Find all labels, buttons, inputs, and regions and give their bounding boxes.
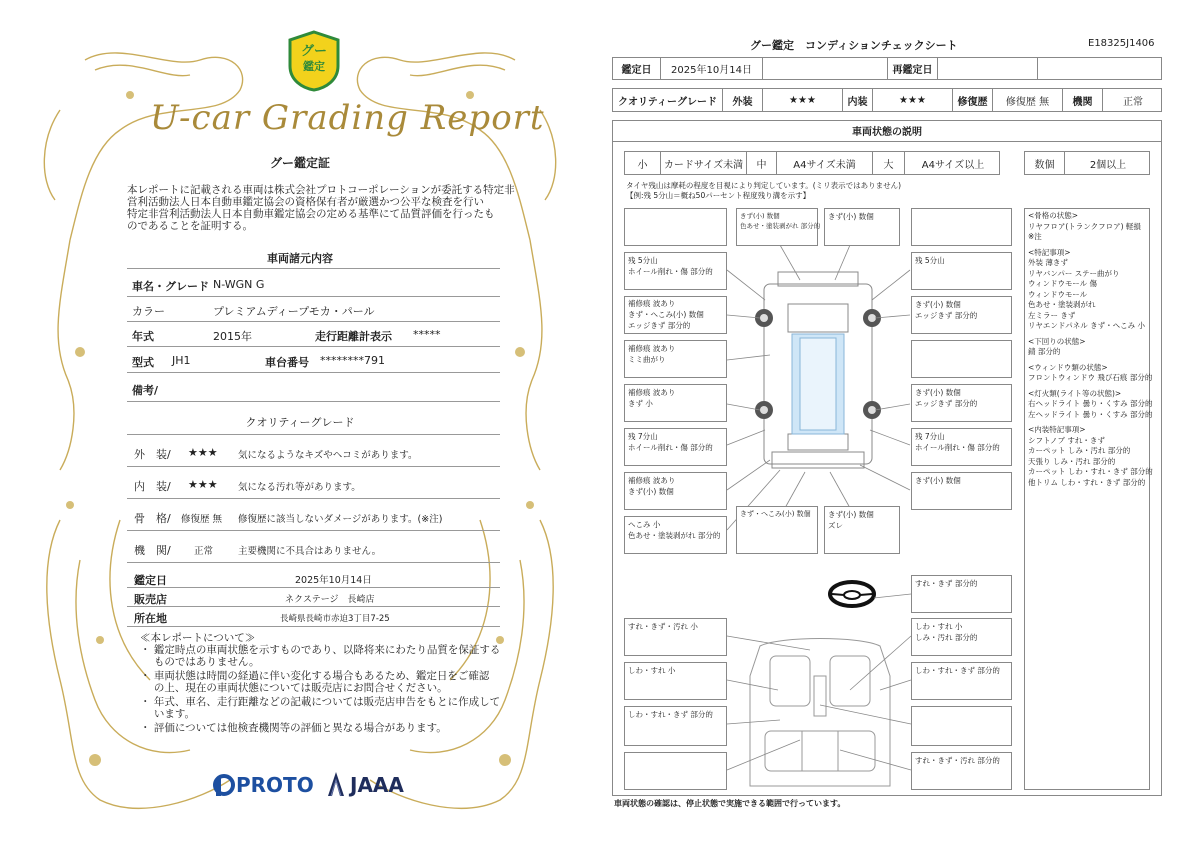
grade-heading: クオリティーグレード bbox=[245, 416, 355, 429]
ext-box-left-5: 残 7分山 ホイール削れ・傷 部分的 bbox=[624, 428, 727, 466]
date-value: 2025年10月14日 bbox=[295, 575, 372, 586]
date-row-value: 2025年10月14日 bbox=[661, 58, 763, 79]
check-item: フロントウィンドウ 飛び石痕 部分的 bbox=[1028, 373, 1153, 382]
divider bbox=[127, 562, 500, 563]
sheet-title: グー鑑定 コンディションチェックシート bbox=[750, 39, 958, 52]
check-item: ウィンドウモール bbox=[1028, 289, 1088, 299]
model-value: JH1 bbox=[172, 354, 191, 367]
notes-label: 備考/ bbox=[132, 384, 159, 397]
check-item: <下回りの状態> bbox=[1028, 336, 1086, 346]
divider bbox=[127, 372, 500, 373]
ext-box-bottom-left: へこみ 小 色あせ・塗装剥がれ 部分的 bbox=[624, 516, 727, 554]
ext-box-right-5: 残 7分山 ホイール削れ・傷 部分的 bbox=[911, 428, 1012, 466]
ext-box-top-mid-1: きず(小) 数個 色あせ・塗装剥がれ 部分的 bbox=[736, 208, 818, 246]
check-item: ウィンドウモール 傷 bbox=[1028, 279, 1097, 288]
divider bbox=[127, 401, 500, 402]
ext-box-left-3: 補修痕 波あり ミミ曲がり bbox=[624, 340, 727, 378]
divider bbox=[127, 434, 500, 435]
check-item: 左ヘッドライト 曇り・くすみ 部分的 bbox=[1028, 409, 1153, 419]
notice-line: ・ 評価については他検査機関等の評価と異なる場合があります。 bbox=[140, 722, 447, 734]
proto-logo-text: PROTO bbox=[236, 773, 314, 797]
doc-id: E18325J1406 bbox=[1088, 38, 1155, 49]
check-item: 色あせ・塗装剥がれ bbox=[1028, 300, 1096, 309]
int-box-left-2: しわ・すれ 小 bbox=[624, 662, 727, 700]
grade-frame-desc: 修復歴に該当しないダメージがあります。(※注) bbox=[238, 514, 443, 525]
int-box-left-4 bbox=[624, 752, 727, 790]
badge-text-top: グー bbox=[300, 44, 327, 59]
size-large-desc: A4サイズ以上 bbox=[921, 159, 985, 171]
check-item: カーペット しわ・すれ・きず 部分的 bbox=[1028, 467, 1153, 476]
ext-box-right-1: 残 5分山 bbox=[911, 252, 1012, 290]
divider bbox=[127, 296, 500, 297]
check-item: ※注 bbox=[1028, 232, 1042, 241]
engine-label: 機関 bbox=[1063, 89, 1103, 111]
chassis-label: 車台番号 bbox=[265, 356, 309, 369]
notice-line: ものではありません。 bbox=[140, 656, 260, 668]
report-script-title: U-car Grading Report bbox=[150, 98, 545, 138]
ext-label: 外装 bbox=[723, 89, 763, 111]
ext-box-bottom-mid-1: きず・へこみ(小) 数個 bbox=[736, 506, 818, 554]
notice-line: ・ 鑑定時点の車両状態を示すものであり、以降将来にわたり品質を保証する bbox=[140, 644, 501, 656]
divider bbox=[127, 268, 500, 269]
check-item: <骨格の状態> bbox=[1028, 211, 1079, 220]
ext-box-left-1: 残 5分山 ホイール削れ・傷 部分的 bbox=[624, 252, 727, 290]
grade-interior-stars: ★★★ bbox=[188, 478, 218, 491]
shop-value: ネクステージ 長崎店 bbox=[285, 595, 375, 605]
divider bbox=[127, 587, 500, 588]
check-item: 錆 部分的 bbox=[1028, 347, 1061, 356]
check-items-panel bbox=[1024, 208, 1153, 790]
year-label: 年式 bbox=[132, 330, 154, 343]
ext-box-right-2: きず(小) 数個 エッジきず 部分的 bbox=[911, 296, 1012, 334]
intro-line: 特定非営利活動法人日本自動車鑑定協会の定める基準にて品質評価を行ったも bbox=[127, 208, 495, 220]
car-name-value: N-WGN G bbox=[213, 278, 265, 291]
check-item: リヤバンパー ステー曲がり bbox=[1028, 268, 1120, 278]
size-medium: 中 bbox=[747, 152, 777, 174]
proto-logo-icon bbox=[212, 772, 236, 798]
check-items-list bbox=[1028, 211, 1153, 488]
notice-line: の上、現在の車両状態については販売店にお問合せください。 bbox=[140, 682, 448, 694]
mileage-label: 走行距離計表示 bbox=[315, 330, 392, 343]
grade-row-label: クオリティーグレード bbox=[613, 89, 723, 111]
date-label: 鑑定日 bbox=[134, 574, 167, 587]
ext-value: ★★★ bbox=[763, 89, 843, 111]
int-box-right-3 bbox=[911, 706, 1012, 746]
cert-title: グー鑑定証 bbox=[269, 156, 330, 170]
chassis-value: ********791 bbox=[320, 354, 385, 367]
check-item: 外装 薄きず bbox=[1028, 258, 1068, 267]
check-item: 天張り しみ・汚れ 部分的 bbox=[1028, 456, 1116, 466]
engine-value: 正常 bbox=[1123, 96, 1143, 108]
check-item: カーペット しみ・汚れ 部分的 bbox=[1028, 446, 1131, 455]
address-value: 長崎県長崎市赤迫3丁目7-25 bbox=[280, 614, 390, 624]
color-label: カラー bbox=[132, 305, 165, 318]
explain-heading: 車両状態の説明 bbox=[612, 120, 1162, 142]
grade-engine-status: 正常 bbox=[194, 546, 214, 557]
notice-line: います。 bbox=[140, 708, 195, 720]
notice-line: ・ 年式、車名、走行距離などの記載については販売店申告をもとに作成して bbox=[140, 696, 501, 708]
ext-box-left-4: 補修痕 波あり きず 小 bbox=[624, 384, 727, 422]
grade-engine-label: 機 関/ bbox=[134, 544, 171, 557]
grade-frame-label: 骨 格/ bbox=[134, 512, 171, 525]
footer-note: 車両状態の確認は、停止状態で実施できる範囲で行っています。 bbox=[614, 799, 846, 808]
year-value: 2015年 bbox=[213, 330, 252, 343]
jaaa-logo-icon bbox=[326, 770, 346, 798]
date-row-label: 鑑定日 bbox=[613, 58, 661, 79]
model-label: 型式 bbox=[132, 356, 154, 369]
divider bbox=[127, 346, 500, 347]
mileage-value: ***** bbox=[413, 328, 441, 341]
size-small: 小 bbox=[625, 152, 661, 174]
repair-value: 修復歴 無 bbox=[993, 89, 1063, 111]
check-item: 他トリム しわ・すれ・きず 部分的 bbox=[1028, 477, 1146, 487]
divider bbox=[127, 466, 500, 467]
check-item: <特記事項> bbox=[1028, 247, 1071, 257]
grade-interior-label: 内 装/ bbox=[134, 480, 171, 493]
divider bbox=[127, 530, 500, 531]
ext-box-right-6: きず(小) 数個 bbox=[911, 472, 1012, 510]
grade-frame-status: 修復歴 無 bbox=[181, 514, 223, 525]
ext-box-left-6: 補修痕 波あり きず(小) 数個 bbox=[624, 472, 727, 510]
check-item: リヤフロア(トランクフロア) 軽損 bbox=[1028, 221, 1141, 231]
count-label: 数個 bbox=[1025, 152, 1065, 174]
size-medium-desc: A4サイズ未満 bbox=[777, 152, 873, 174]
check-item: <ウィンドウ類の状態> bbox=[1028, 362, 1108, 372]
divider bbox=[127, 321, 500, 322]
int-box-left-3: しわ・すれ・きず 部分的 bbox=[624, 706, 727, 746]
shop-label: 販売店 bbox=[134, 593, 167, 606]
address-label: 所在地 bbox=[134, 612, 167, 625]
size-large: 大 bbox=[873, 152, 905, 174]
repair-label: 修復歴 bbox=[953, 89, 993, 111]
badge-text-bottom: 鑑定 bbox=[303, 60, 325, 73]
grade-exterior-desc: 気になるようなキズやヘコミがあります。 bbox=[238, 450, 418, 461]
ext-box-left-2: 補修痕 波あり きず・へこみ(小) 数個 エッジきず 部分的 bbox=[624, 296, 727, 334]
int-box-wheel: すれ・きず 部分的 bbox=[911, 575, 1012, 613]
check-item: リヤエンドパネル きず・へこみ 小 bbox=[1028, 321, 1145, 330]
int-box-left-1: すれ・きず・汚れ 小 bbox=[624, 618, 727, 656]
notice-line: ・ 車両状態は時間の経過に伴い変化する場合もあるため、鑑定日をご確認 bbox=[140, 670, 490, 682]
tire-example: 【例:残 5分山＝概ね50パーセント程度残り溝を示す】 bbox=[626, 191, 811, 200]
int-box-right-2: しわ・すれ・きず 部分的 bbox=[911, 662, 1012, 700]
grade-engine-desc: 主要機関に不具合はありません。 bbox=[238, 546, 382, 557]
recheck-label: 再鑑定日 bbox=[888, 58, 938, 79]
condition-check-sheet bbox=[600, 0, 1200, 848]
check-item: 左ミラー きず bbox=[1028, 310, 1076, 320]
check-item: <内装特記事項> bbox=[1028, 425, 1086, 434]
notice-title: ≪本レポートについて≫ bbox=[140, 632, 256, 644]
jaaa-logo-text: JAAA bbox=[350, 773, 404, 797]
car-name-label: 車名・グレード bbox=[132, 280, 209, 293]
spec-heading: 車両諸元内容 bbox=[267, 252, 333, 265]
grade-interior-desc: 気になる汚れ等があります。 bbox=[238, 482, 361, 493]
intro-line: 本レポートに記載される車両は株式会社プロトコーポレーションが委託する特定非 bbox=[127, 184, 515, 196]
color-value: プレミアムディープモカ・パール bbox=[213, 305, 375, 318]
grade-exterior-stars: ★★★ bbox=[188, 446, 218, 459]
int-box-right-4: すれ・きず・汚れ 部分的 bbox=[911, 752, 1012, 790]
int-label: 内装 bbox=[843, 89, 873, 111]
divider bbox=[127, 498, 500, 499]
size-small-desc: カードサイズ未満 bbox=[661, 152, 747, 174]
grade-exterior-label: 外 装/ bbox=[134, 448, 171, 461]
check-item: 右ヘッドライト 曇り・くすみ 部分的 bbox=[1028, 399, 1153, 408]
tire-note: タイヤ残山は摩耗の程度を目視により判定しています。(ミリ表示ではありません) bbox=[626, 181, 902, 190]
ext-box-top-mid-2: きず(小) 数個 bbox=[824, 208, 900, 246]
int-value: ★★★ bbox=[873, 89, 953, 111]
check-item: <灯火類(ライト等の状態)> bbox=[1028, 388, 1122, 398]
intro-line: のであることを証明する。 bbox=[127, 220, 253, 232]
check-item: シフトノブ すれ・きず bbox=[1028, 435, 1105, 445]
intro-line: 営利活動法人日本自動車鑑定協会の資格保有者が厳選かつ公平な検査を行い bbox=[127, 196, 484, 208]
int-box-right-1: しわ・すれ 小 しみ・汚れ 部分的 bbox=[911, 618, 1012, 656]
count-value: 2個以上 bbox=[1089, 159, 1127, 171]
divider bbox=[127, 626, 500, 627]
divider bbox=[127, 606, 500, 607]
ext-box-bottom-mid-2: きず(小) 数個 ズレ bbox=[824, 506, 900, 554]
ext-box-right-4: きず(小) 数個 エッジきず 部分的 bbox=[911, 384, 1012, 422]
